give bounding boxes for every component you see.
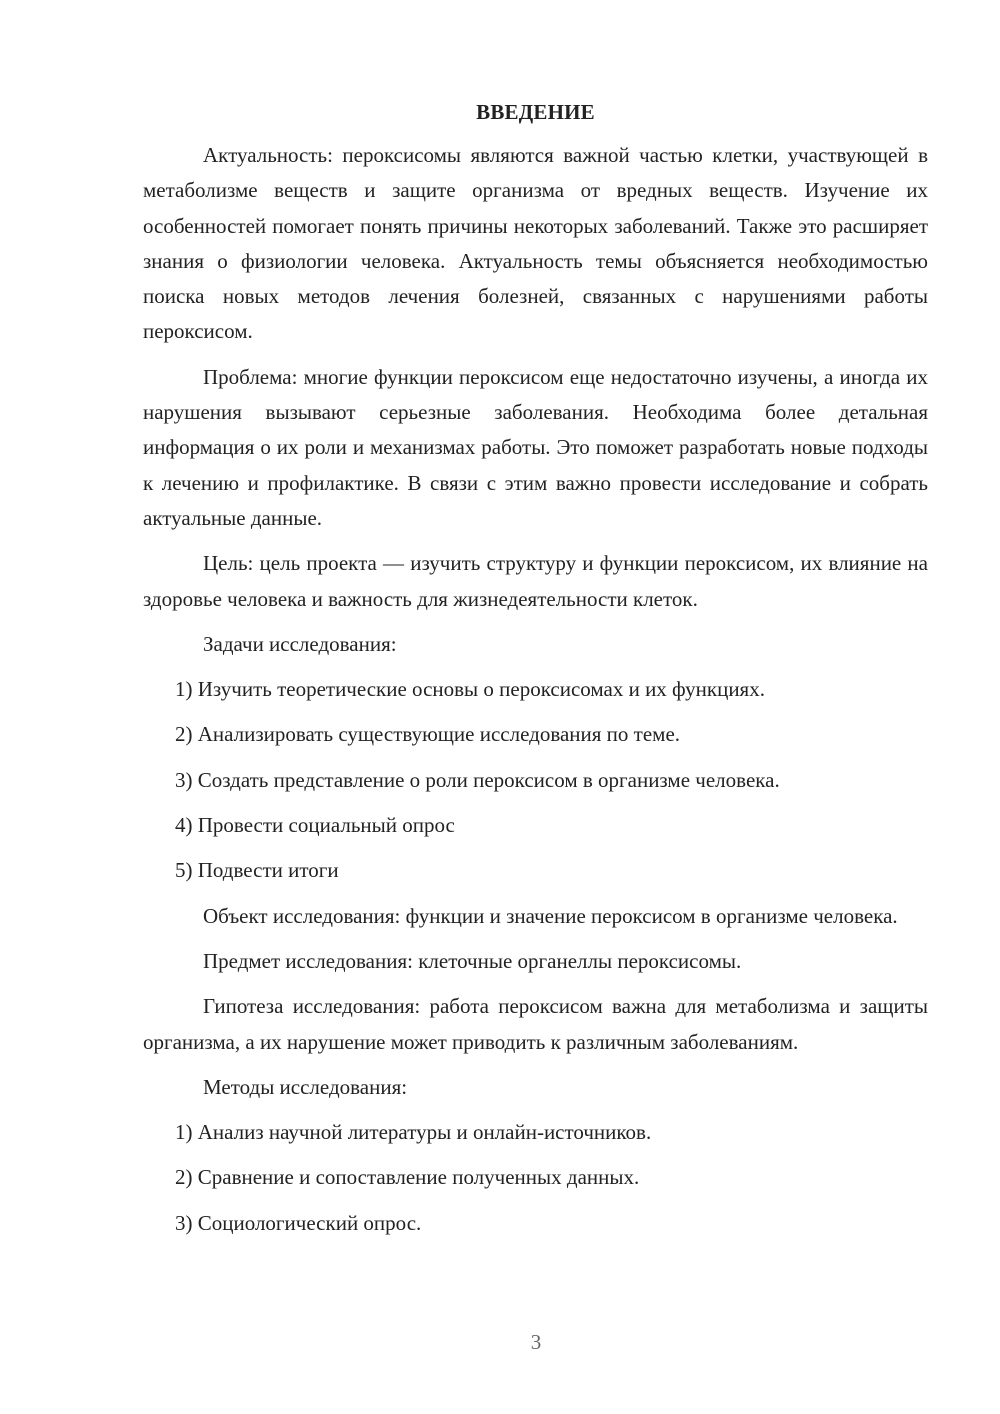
list-item: 1) Изучить теоретические основы о пероксисомах и их функциях. xyxy=(175,677,765,702)
problem-paragraph: Проблема: многие функции пероксисом еще недостаточно изучены, а иногда их нарушения вызывают серьезные заболевания. Необходима более детальная информация о их роли и механизмах работы. Это поможет разработать новые подходы к лечению и профилактике. В связи с этим важно провести исследование и собрать актуальные данные. xyxy=(143,364,928,530)
list-item: 5) Подвести итоги xyxy=(175,858,339,883)
page-number: 3 xyxy=(530,1330,542,1354)
list-item: 2) Анализировать существующие исследования по теме. xyxy=(175,722,681,747)
tasks-list xyxy=(143,672,928,888)
hypothesis-paragraph: Гипотеза исследования: работа пероксисом важна для метаболизма и защиты организма, а их нарушение может приводить к различным заболеваниям. xyxy=(143,994,928,1054)
methods-heading: Методы исследования: xyxy=(203,1074,408,1099)
page-title: ВВЕДЕНИЕ xyxy=(476,100,595,124)
goal-paragraph: Цель: цель проекта — изучить структуру и функции пероксисом, их влияние на здоровье человека и важность для жизнедеятельности клеток. xyxy=(143,551,928,611)
tasks-heading: Задачи исследования: xyxy=(203,631,397,656)
relevance-paragraph: Актуальность: пероксисомы являются важной частью клетки, участвующей в метаболизме веществ и защите организма от вредных веществ. Изучение их особенностей помогает понять причины некоторых заболеваний. Также это расширяет знания о физиологии человека. Актуальность темы объясняется необходимостью поиска новых методов лечения болезней, связанных с нарушениями работы пероксисом. xyxy=(143,143,928,344)
object-paragraph: Объект исследования: функции и значение пероксисом в организме человека. xyxy=(203,903,898,928)
document-page xyxy=(143,96,928,1251)
list-item: 2) Сравнение и сопоставление полученных данных. xyxy=(175,1165,640,1190)
list-item: 4) Провести социальный опрос xyxy=(175,813,455,838)
subject-paragraph: Предмет исследования: клеточные органеллы пероксисомы. xyxy=(203,948,742,973)
list-item: 3) Создать представление о роли пероксисом в организме человека. xyxy=(175,767,780,792)
list-item: 3) Социологический опрос. xyxy=(175,1210,422,1235)
list-item: 1) Анализ научной литературы и онлайн-источников. xyxy=(175,1120,652,1145)
methods-list xyxy=(143,1115,928,1241)
